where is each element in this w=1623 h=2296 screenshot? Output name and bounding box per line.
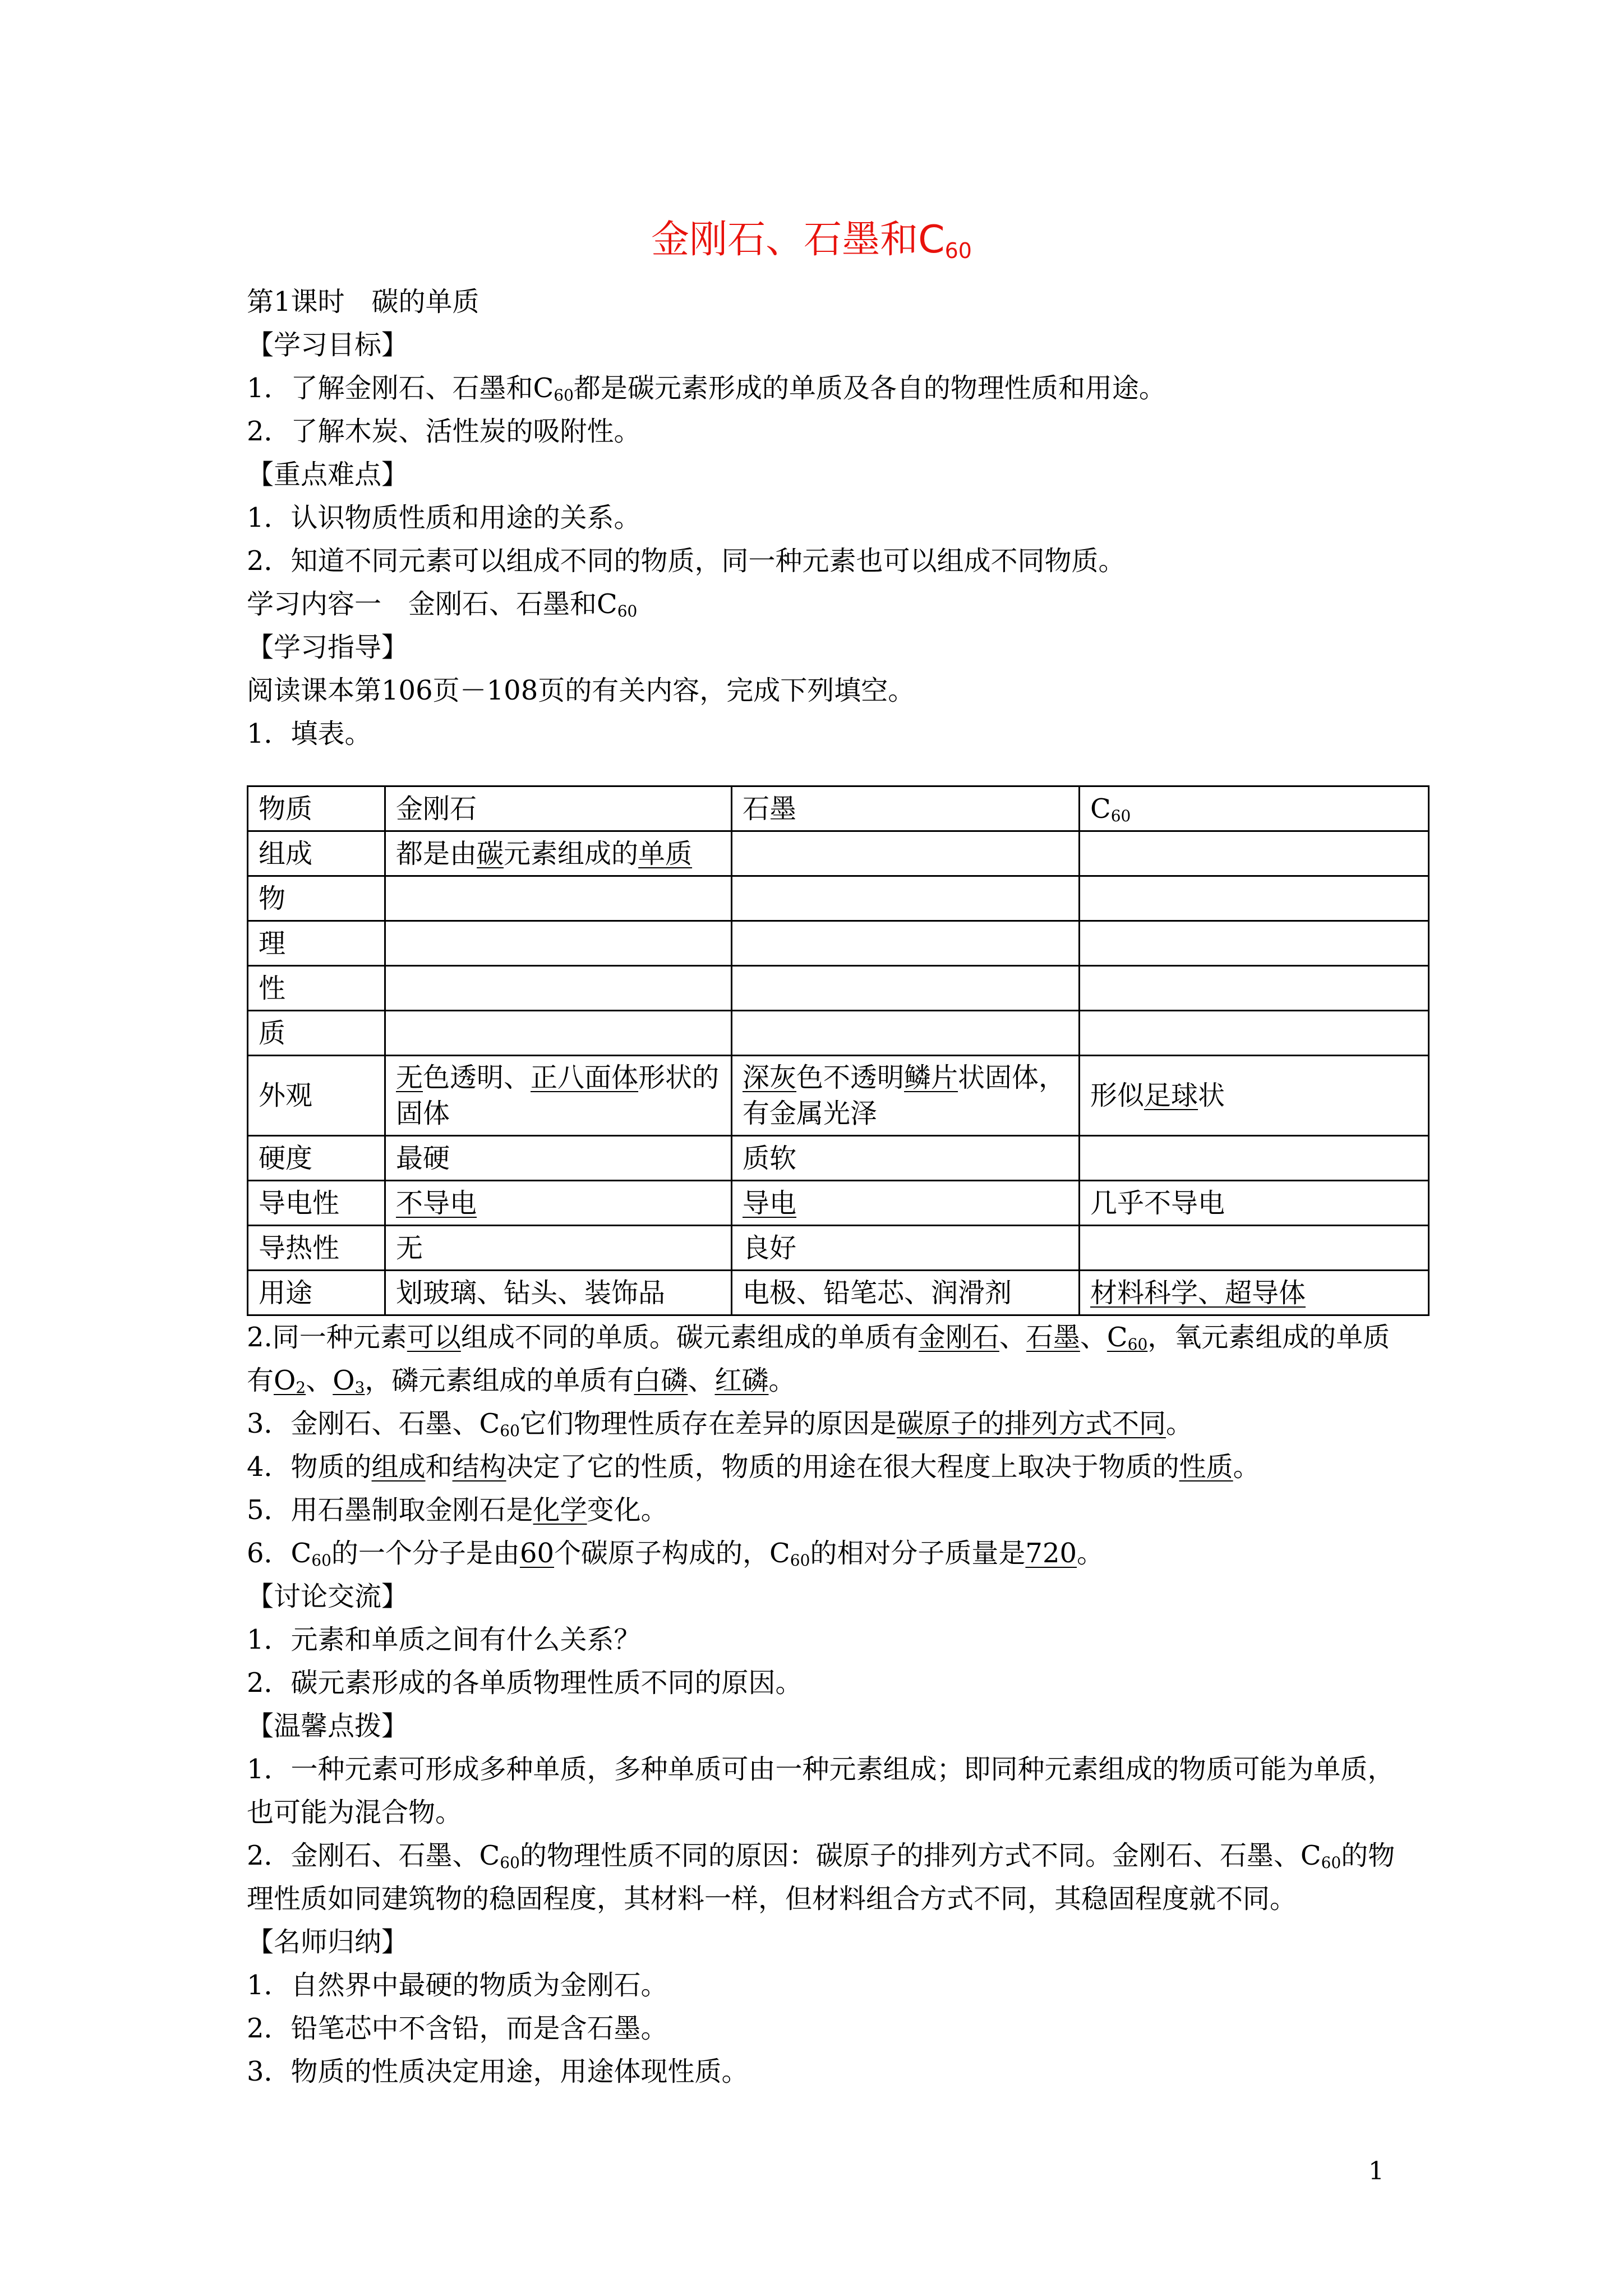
title-subscript: 60 bbox=[944, 238, 972, 263]
discussion-1: 1．元素和单质之间有什么关系？ bbox=[247, 1624, 641, 1655]
table-header-cell: 石墨 bbox=[732, 786, 1080, 831]
table-cell: 导电 bbox=[732, 1181, 1080, 1226]
table-cell bbox=[732, 876, 1080, 921]
summary-2: 2．铅笔芯中不含铅，而是含石墨。 bbox=[247, 2013, 668, 2044]
table-cell bbox=[1080, 1226, 1429, 1271]
table-cell bbox=[385, 921, 732, 966]
table-cell bbox=[732, 1011, 1080, 1056]
table-cell bbox=[732, 966, 1080, 1011]
table-cell: 不导电 bbox=[385, 1181, 732, 1226]
table-row bbox=[248, 1011, 1429, 1056]
title-text: 金刚石、石墨和C bbox=[651, 218, 945, 262]
table-row bbox=[248, 876, 1429, 921]
table-cell: 导热性 bbox=[248, 1226, 385, 1271]
table-cell: 组成 bbox=[248, 831, 385, 876]
section-discussion: 【讨论交流】 bbox=[247, 1581, 409, 1612]
page-title bbox=[0, 218, 1623, 263]
table-cell: 用途 bbox=[248, 1271, 385, 1315]
table-cell bbox=[385, 1011, 732, 1056]
section-objectives: 【学习目标】 bbox=[247, 329, 409, 361]
table-cell: 理 bbox=[248, 921, 385, 966]
section-tips: 【温馨点拨】 bbox=[247, 1710, 409, 1742]
table-cell: 导电性 bbox=[248, 1181, 385, 1226]
section-guide: 【学习指导】 bbox=[247, 632, 409, 663]
table-header-cell: 物质 bbox=[248, 786, 385, 831]
table-cell: 都是由碳元素组成的单质 bbox=[385, 831, 732, 876]
summary-3: 3．物质的性质决定用途，用途体现性质。 bbox=[247, 2056, 749, 2087]
page-number: 1 bbox=[1368, 2157, 1384, 2185]
table-cell bbox=[385, 966, 732, 1011]
section-key-points: 【重点难点】 bbox=[247, 459, 409, 490]
table-cell bbox=[1080, 966, 1429, 1011]
table-cell bbox=[732, 831, 1080, 876]
question-4: 4．物质的组成和结构决定了它的性质，物质的用途在很大程度上取决于物质的性质。 bbox=[247, 1451, 1260, 1483]
key-point-2: 2．知道不同元素可以组成不同的物质，同一种元素也可以组成不同物质。 bbox=[247, 545, 1126, 577]
question-6: 6．$C_{60}$的一个分子是由60个碳原子构成的，$C_{60}$的相对分子质量是720。 bbox=[247, 1538, 1104, 1570]
table-row bbox=[248, 921, 1429, 966]
question-5: 5．用石墨制取金刚石是化学变化。 bbox=[247, 1494, 668, 1526]
table-cell: 无色透明、正八面体形状的固体 bbox=[385, 1056, 732, 1136]
table-cell bbox=[732, 921, 1080, 966]
table-cell bbox=[1080, 831, 1429, 876]
table-cell: 外观 bbox=[248, 1056, 385, 1136]
table-row bbox=[248, 1181, 1429, 1226]
table-cell: 物 bbox=[248, 876, 385, 921]
guide-line-2: 1．填表。 bbox=[247, 718, 372, 749]
table-row bbox=[248, 1271, 1429, 1315]
table-cell: 良好 bbox=[732, 1226, 1080, 1271]
table-cell: 深灰色不透明鳞片状固体，有金属光泽 bbox=[732, 1056, 1080, 1136]
table-cell: 电极、铅笔芯、润滑剂 bbox=[732, 1271, 1080, 1315]
lesson-heading: 第1课时 碳的单质 bbox=[247, 286, 479, 318]
discussion-2: 2．碳元素形成的各单质物理性质不同的原因。 bbox=[247, 1667, 803, 1699]
table-cell: 几乎不导电 bbox=[1080, 1181, 1429, 1226]
table-row bbox=[248, 831, 1429, 876]
table-cell: 划玻璃、钻头、装饰品 bbox=[385, 1271, 732, 1315]
table-row bbox=[248, 1056, 1429, 1136]
summary-1: 1．自然界中最硬的物质为金刚石。 bbox=[247, 1970, 668, 2001]
table-cell bbox=[385, 876, 732, 921]
objective-1: 1．了解金刚石、石墨和$C_{60}$都是碳元素形成的单质及各自的物理性质和用途。 bbox=[247, 372, 1166, 404]
guide-line-1: 阅读课本第106页－108页的有关内容，完成下列填空。 bbox=[247, 675, 915, 706]
table-row bbox=[248, 966, 1429, 1011]
table-cell: 形似足球状 bbox=[1080, 1056, 1429, 1136]
content-heading-1: 学习内容一 金刚石、石墨和$C_{60}$ bbox=[247, 588, 638, 620]
table-cell: 质 bbox=[248, 1011, 385, 1056]
question-3: 3．金刚石、石墨、$C_{60}$它们物理性质存在差异的原因是碳原子的排列方式不同。 bbox=[247, 1408, 1193, 1440]
table-row bbox=[248, 786, 1429, 831]
table-header-cell: $C_{60}$ bbox=[1080, 786, 1429, 831]
carbon-allotrope-table bbox=[247, 785, 1430, 1316]
table-row bbox=[248, 1136, 1429, 1181]
table-cell bbox=[1080, 1136, 1429, 1181]
table-cell: 材料科学、超导体 bbox=[1080, 1271, 1429, 1315]
question-2: 2.同一种元素可以组成不同的单质。碳元素组成的单质有金刚石、石墨、$C_{60}$，氧元素组成的单质有$O_2$、$O_3$，磷元素组成的单质有白磷、红磷。 bbox=[247, 1322, 1390, 1397]
table-cell: 质软 bbox=[732, 1136, 1080, 1181]
table-row bbox=[248, 1226, 1429, 1271]
objective-2: 2．了解木炭、活性炭的吸附性。 bbox=[247, 416, 641, 447]
section-summary: 【名师归纳】 bbox=[247, 1926, 409, 1958]
tip-1: 1．一种元素可形成多种单质，多种单质可由一种元素组成；即同种元素组成的物质可能为单质，也可能为混合物。 bbox=[247, 1754, 1395, 1828]
key-point-1: 1．认识物质性质和用途的关系。 bbox=[247, 502, 641, 533]
table-cell bbox=[1080, 921, 1429, 966]
table-cell: 硬度 bbox=[248, 1136, 385, 1181]
table-cell: 无 bbox=[385, 1226, 732, 1271]
document-body bbox=[247, 280, 1413, 2093]
table-cell bbox=[1080, 1011, 1429, 1056]
table-cell: 性 bbox=[248, 966, 385, 1011]
table-cell: 最硬 bbox=[385, 1136, 732, 1181]
table-header-cell: 金刚石 bbox=[385, 786, 732, 831]
tip-2: 2．金刚石、石墨、$C_{60}$的物理性质不同的原因：碳原子的排列方式不同。金刚石、石墨、$C_{60}$的物理性质如同建筑物的稳固程度，其材料一样，但材料组合方式不同，其稳固程度就不同。 bbox=[247, 1840, 1395, 1915]
table-cell bbox=[1080, 876, 1429, 921]
